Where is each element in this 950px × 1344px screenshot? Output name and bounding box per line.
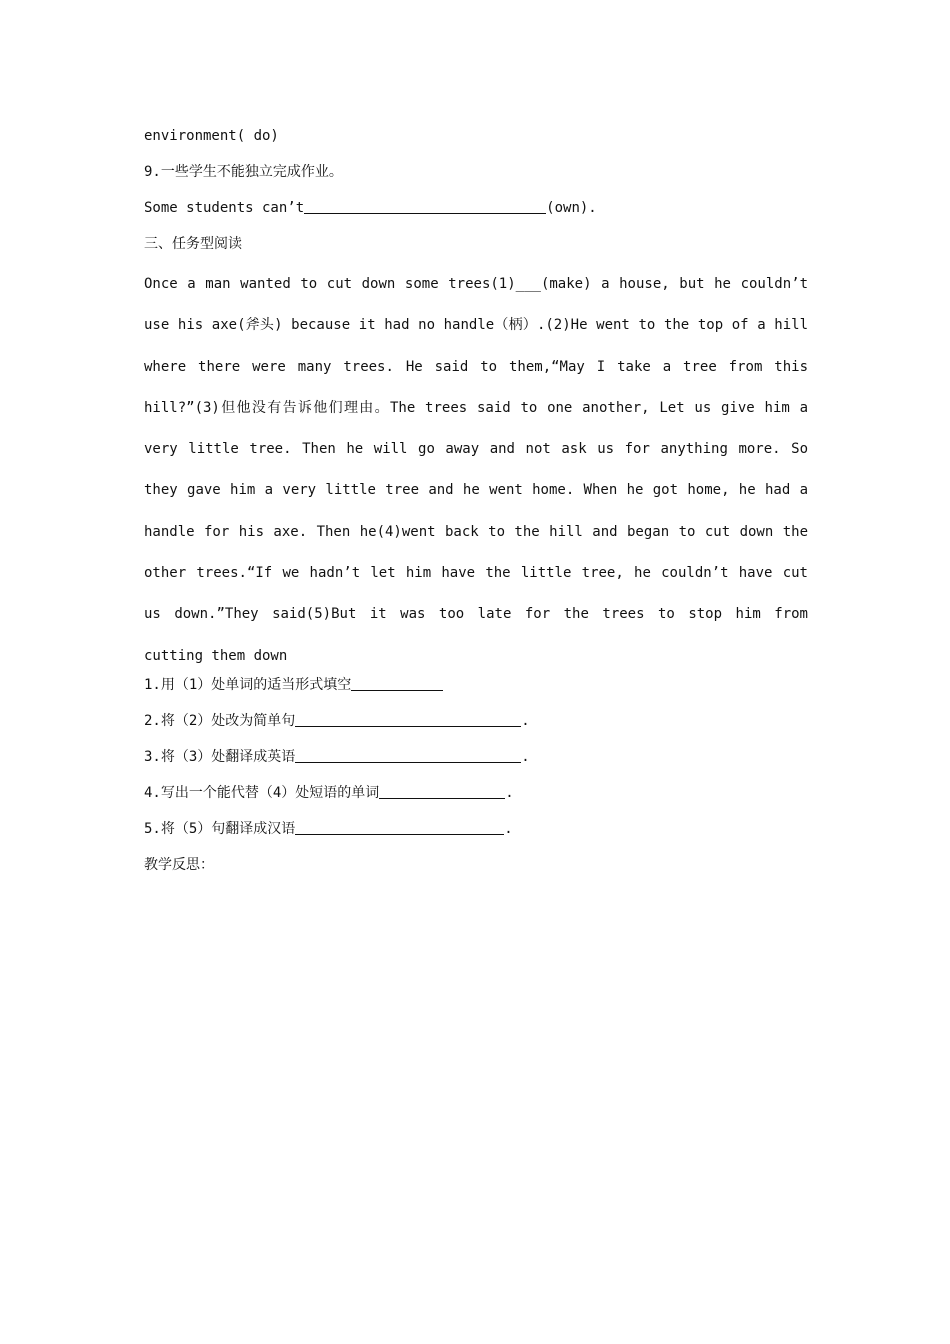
question-3: 3.将（3）处翻译成英语 . bbox=[144, 748, 530, 765]
question-9-english bbox=[144, 196, 808, 232]
answer-blank bbox=[304, 199, 546, 214]
question-9-chinese: 9.一些学生不能独立完成作业。 bbox=[144, 164, 343, 180]
teaching-reflection: 教学反思： bbox=[144, 856, 214, 873]
question-2: 2.将（2）处改为简单句 . bbox=[144, 712, 530, 729]
q9-prefix: Some students can’t bbox=[144, 200, 305, 216]
document-content bbox=[144, 124, 808, 889]
answer-blank bbox=[295, 712, 521, 727]
question-5: 5.将（5）句翻译成汉语 . bbox=[144, 820, 513, 837]
text-line: environment( do) bbox=[144, 128, 279, 144]
answer-blank bbox=[379, 784, 505, 799]
question-4: 4.写出一个能代替（4）处短语的单词 . bbox=[144, 784, 514, 801]
section-title: 三、任务型阅读 bbox=[144, 236, 242, 252]
answer-blank bbox=[295, 820, 504, 835]
answer-blank bbox=[295, 748, 521, 763]
q9-suffix: (own). bbox=[546, 200, 597, 216]
question-1: 1.用（1）处单词的适当形式填空 bbox=[144, 673, 808, 709]
reading-passage: Once a man wanted to cut down some trees(1)___(make) a house, but he couldn’t use his axe(斧头) because it had no handle（柄）.(2)He went to the top of a hill where there were many trees. He said to them,“May I take a tree from this hill?”(3)但他没有告诉他们理由。The trees said to one another, Let us give him a very little tree. Then he will go away and not ask us for anything more. So they gave him a very little tree and he went home. When he got home, he had a handle for his axe. Then he(4)went back to the hill and began to cut down the other trees.“If we hadn’t let him have the little tree, he couldn’t have cut us down.”They said(5)But it was too late for the trees to stop him from cutting them down bbox=[144, 276, 808, 664]
answer-blank bbox=[351, 676, 443, 691]
